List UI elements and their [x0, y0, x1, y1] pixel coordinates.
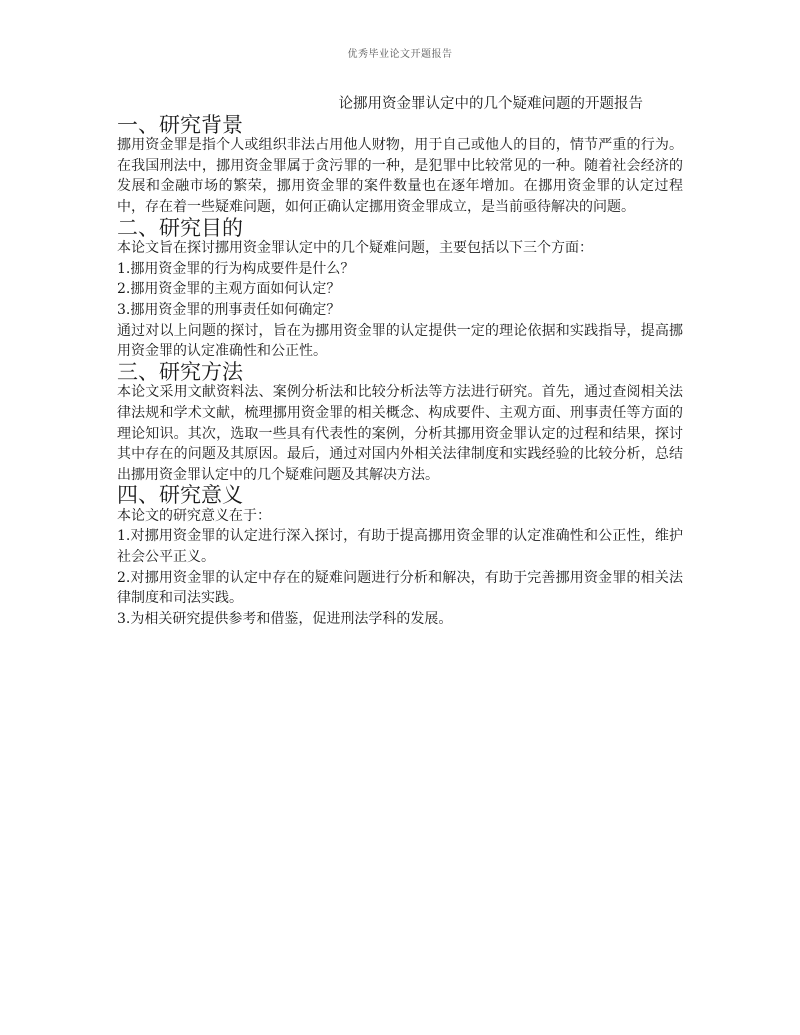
purpose-intro: 本论文旨在探讨挪用资金罪认定中的几个疑难问题，主要包括以下三个方面： — [117, 240, 593, 257]
purpose-closing: 通过对以上问题的探讨，旨在为挪用资金罪的认定提供一定的理论依据和实践指导，提高挪用资金罪的认定准确性和公正性。 — [117, 322, 683, 360]
purpose-item-1: 1.挪用资金罪的行为构成要件是什么？ — [117, 260, 355, 277]
significance-intro: 本论文的研究意义在于： — [117, 507, 271, 524]
section-heading-background: 一、研究背景 — [117, 112, 243, 137]
significance-item-3: 3.为相关研究提供参考和借鉴，促进刑法学科的发展。 — [117, 610, 453, 627]
document-title: 论挪用资金罪认定中的几个疑难问题的开题报告 — [338, 96, 643, 112]
document-body — [117, 94, 683, 629]
significance-item-2: 2.对挪用资金罪的认定中存在的疑难问题进行分析和解决，有助于完善挪用资金罪的相关法律制度和司法实践。 — [117, 569, 683, 607]
page-header: 优秀毕业论文开题报告 — [347, 49, 453, 60]
background-paragraph: 挪用资金罪是指个人或组织非法占用他人财物，用于自己或他人的目的，情节严重的行为。在我国刑法中，挪用资金罪属于贪污罪的一种，是犯罪中比较常见的一种。随着社会经济的发展和金融市场的繁荣，挪用资金罪的案件数量也在逐年增加。在挪用资金罪的认定过程中，存在着一些疑难问题，如何正确认定挪用资金罪成立，是当前亟待解决的问题。 — [117, 137, 683, 215]
section-heading-methods: 三、研究方法 — [117, 359, 243, 384]
section-heading-significance: 四、研究意义 — [117, 483, 243, 508]
purpose-item-3: 3.挪用资金罪的刑事责任如何确定？ — [117, 301, 341, 318]
significance-item-1: 1.对挪用资金罪的认定进行深入探讨，有助于提高挪用资金罪的认定准确性和公正性，维护社会公平正义。 — [117, 528, 683, 566]
section-heading-purpose: 二、研究目的 — [117, 215, 243, 240]
methods-paragraph: 本论文采用文献资料法、案例分析法和比较分析法等方法进行研究。首先，通过查阅相关法律法规和学术文献，梳理挪用资金罪的相关概念、构成要件、主观方面、刑事责任等方面的理论知识。其次，选取一些具有代表性的案例，分析其挪用资金罪认定的过程和结果，探讨其中存在的问题及其原因。最后，通过对国内外相关法律制度和实践经验的比较分析，总结出挪用资金罪认定中的几个疑难问题及其解决方法。 — [117, 384, 683, 483]
purpose-item-2: 2.挪用资金罪的主观方面如何认定？ — [117, 281, 341, 298]
